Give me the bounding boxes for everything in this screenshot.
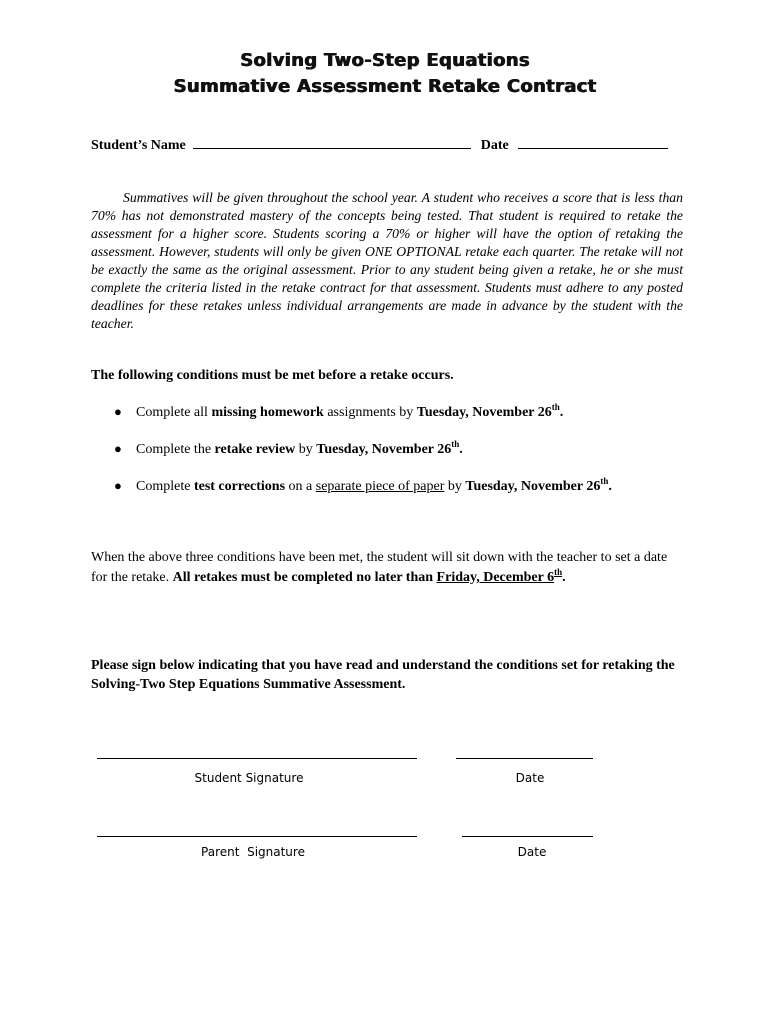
condition-end: . [559,405,564,420]
date-label: Date [480,138,509,153]
sign-instructions: Please sign below indicating that you have read and understand the conditions set for retaking the Solving-Two Step Equations Summative Assessment. [91,658,675,692]
condition-deadline: Tuesday, November 26 [465,479,601,494]
condition-item [114,404,563,421]
document-title: Solving Two-Step Equations [240,50,530,71]
condition-end: . [608,479,612,494]
after-emphasis: All retakes must be completed no later than [172,570,437,585]
condition-emphasis: retake review [214,442,296,457]
after-end: . [562,570,566,585]
parent-date-line[interactable] [462,836,593,837]
student-date-label: Date [515,771,545,785]
student-name-label: Student’s Name [91,138,186,153]
condition-text: by [444,479,466,494]
intro-paragraph: Summatives will be given throughout the school year. A student who receives a score that is less than 70% has not demonstrated mastery of the concepts being tested. That student is required to retake the assessment for a higher score. Students scoring a 70% or higher will have the option of retaking the assessment. However, students will only be given ONE OPTIONAL retake each quarter. The retake will not be exactly the same as the original assessment. Prior to any student being given a retake, he or she must complete the criteria listed in the retake contract for that assessment. Students must adhere to any posted deadlines for these retakes unless individual arrangements are made in advance by the student with the teacher. [91,190,683,331]
condition-deadline: Tuesday, November 26 [316,442,452,457]
condition-emphasis: test corrections [193,479,286,494]
condition-deadline: Tuesday, November 26 [416,405,552,420]
ordinal-suffix: th [600,476,609,486]
condition-item [114,478,612,495]
condition-text: by [295,442,317,457]
after-text: When the above three conditions have been met, the student will sit down with the teacher to set a date for the retake. [91,550,668,585]
date-blank[interactable] [518,136,668,149]
condition-end: . [459,442,463,457]
parent-signature-line[interactable] [97,836,417,837]
final-deadline: Friday, December 6 [436,570,555,585]
ordinal-suffix: th [451,439,460,449]
student-name-blank[interactable] [193,136,471,149]
condition-text: Complete the [136,442,215,457]
condition-text: on a [285,479,316,494]
condition-text: assignments by [323,405,417,420]
ordinal-suffix: th [554,567,563,577]
condition-underlined: separate piece of paper [315,479,445,494]
parent-signature-label: Parent Signature [201,845,305,859]
bullet-icon: ● [114,441,122,456]
ordinal-suffix: th [551,402,560,412]
name-date-row [91,136,691,154]
document-subtitle: Summative Assessment Retake Contract [173,76,597,97]
student-date-line[interactable] [456,758,593,759]
conditions-heading: The following conditions must be met before a retake occurs. [91,368,454,383]
condition-emphasis: missing homework [211,405,324,420]
student-signature-line[interactable] [97,758,417,759]
parent-date-label: Date [517,845,547,859]
condition-item [114,441,463,458]
condition-text: Complete [136,479,194,494]
condition-text: Complete all [136,405,212,420]
bullet-icon: ● [114,478,122,493]
student-signature-label: Student Signature [194,771,304,785]
after-paragraph [91,548,683,588]
bullet-icon: ● [114,404,122,419]
